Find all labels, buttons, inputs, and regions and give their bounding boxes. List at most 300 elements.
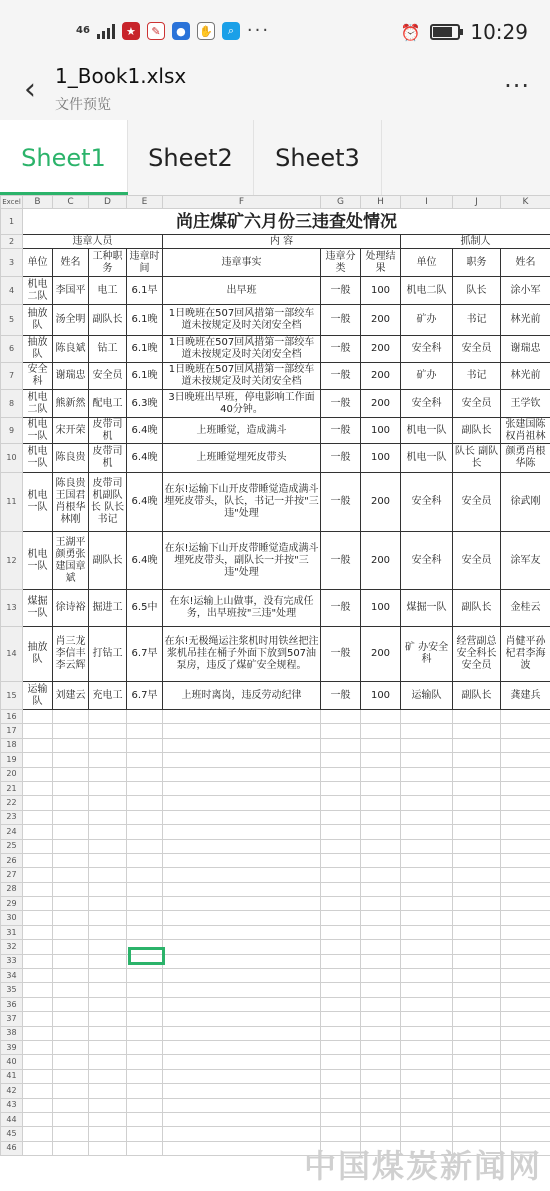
empty-cell[interactable] [89,868,127,882]
table-cell[interactable]: 安全科 [23,363,53,390]
row-header[interactable]: 14 [1,627,23,682]
empty-cell[interactable] [321,810,361,824]
header-cell[interactable]: 违章时间 [127,249,163,277]
row-header[interactable]: 40 [1,1055,23,1069]
empty-cell[interactable] [361,1084,401,1098]
table-cell[interactable]: 100 [361,682,401,710]
empty-cell[interactable] [501,897,550,911]
table-cell[interactable]: 100 [361,444,401,473]
empty-cell[interactable] [163,1055,321,1069]
row-header[interactable]: 11 [1,473,23,532]
empty-cell[interactable] [163,940,321,954]
table-cell[interactable]: 安全员 [453,390,501,418]
empty-cell[interactable] [401,997,453,1011]
empty-cell[interactable] [53,969,89,983]
empty-cell[interactable] [401,753,453,767]
empty-cell[interactable] [127,983,163,997]
table-cell[interactable]: 机电二队 [23,277,53,305]
empty-cell[interactable] [401,1069,453,1083]
empty-cell[interactable] [163,954,321,968]
empty-cell[interactable] [127,781,163,795]
empty-cell[interactable] [89,1098,127,1112]
table-cell[interactable]: 抽放队 [23,336,53,363]
empty-cell[interactable] [361,954,401,968]
table-cell[interactable]: 煤掘一队 [23,590,53,627]
table-cell[interactable]: 熊新然 [53,390,89,418]
header-cell[interactable]: 处理结果 [361,249,401,277]
empty-cell[interactable] [127,810,163,824]
empty-cell[interactable] [321,1055,361,1069]
empty-cell[interactable] [89,1127,127,1141]
empty-cell[interactable] [401,781,453,795]
row-header[interactable]: 21 [1,781,23,795]
empty-cell[interactable] [163,853,321,867]
empty-cell[interactable] [401,853,453,867]
empty-cell[interactable] [321,868,361,882]
empty-cell[interactable] [321,767,361,781]
more-options-icon[interactable]: ··· [504,72,530,100]
table-cell[interactable]: 上班睡觉埋死皮带头 [163,444,321,473]
empty-cell[interactable] [453,1069,501,1083]
empty-cell[interactable] [453,897,501,911]
empty-cell[interactable] [23,1055,53,1069]
empty-cell[interactable] [89,882,127,896]
empty-cell[interactable] [163,911,321,925]
empty-cell[interactable] [23,767,53,781]
column-header[interactable]: I [401,196,453,209]
table-cell[interactable]: 6.4晚 [127,418,163,444]
empty-cell[interactable] [163,1026,321,1040]
empty-cell[interactable] [401,710,453,724]
table-cell[interactable]: 6.1晚 [127,363,163,390]
table-cell[interactable]: 队长 副队长 [453,444,501,473]
empty-cell[interactable] [89,710,127,724]
empty-cell[interactable] [89,1112,127,1126]
column-header[interactable]: E [127,196,163,209]
table-cell[interactable]: 200 [361,363,401,390]
empty-cell[interactable] [453,810,501,824]
empty-cell[interactable] [89,853,127,867]
row-header[interactable]: 12 [1,532,23,590]
row-header[interactable]: 10 [1,444,23,473]
empty-cell[interactable] [163,1084,321,1098]
table-cell[interactable]: 宋开荣 [53,418,89,444]
column-header[interactable]: C [53,196,89,209]
empty-cell[interactable] [163,882,321,896]
empty-cell[interactable] [89,839,127,853]
empty-cell[interactable] [163,997,321,1011]
table-cell[interactable]: 矿办 [401,363,453,390]
table-cell[interactable]: 皮带司机 [89,444,127,473]
empty-cell[interactable] [361,897,401,911]
empty-cell[interactable] [453,1040,501,1054]
empty-cell[interactable] [23,1040,53,1054]
empty-cell[interactable] [321,839,361,853]
empty-cell[interactable] [401,767,453,781]
empty-cell[interactable] [453,925,501,939]
table-cell[interactable]: 机电一队 [23,473,53,532]
group-header-content[interactable]: 内 容 [163,235,401,249]
row-header[interactable]: 1 [1,209,23,235]
empty-cell[interactable] [23,738,53,752]
row-header[interactable]: 5 [1,305,23,336]
empty-cell[interactable] [501,868,550,882]
table-cell[interactable]: 200 [361,532,401,590]
empty-cell[interactable] [53,738,89,752]
table-cell[interactable]: 副队长 [453,682,501,710]
table-cell[interactable]: 机电一队 [23,532,53,590]
empty-cell[interactable] [127,868,163,882]
empty-cell[interactable] [501,753,550,767]
column-header[interactable]: D [89,196,127,209]
empty-cell[interactable] [501,1040,550,1054]
empty-cell[interactable] [89,767,127,781]
table-cell[interactable]: 队长 [453,277,501,305]
empty-cell[interactable] [127,767,163,781]
row-header[interactable]: 3 [1,249,23,277]
empty-cell[interactable] [321,796,361,810]
empty-cell[interactable] [453,911,501,925]
empty-cell[interactable] [361,1112,401,1126]
empty-cell[interactable] [127,1084,163,1098]
empty-cell[interactable] [361,724,401,738]
empty-cell[interactable] [361,853,401,867]
empty-cell[interactable] [453,969,501,983]
empty-cell[interactable] [53,810,89,824]
empty-cell[interactable] [53,781,89,795]
empty-cell[interactable] [361,911,401,925]
empty-cell[interactable] [361,925,401,939]
empty-cell[interactable] [321,925,361,939]
empty-cell[interactable] [453,753,501,767]
empty-cell[interactable] [501,724,550,738]
empty-cell[interactable] [361,753,401,767]
empty-cell[interactable] [321,1127,361,1141]
table-cell[interactable]: 1日晚班在507回风措第一部绞车道未按规定及时关闭安全档 [163,305,321,336]
empty-cell[interactable] [501,738,550,752]
empty-cell[interactable] [321,1026,361,1040]
row-header[interactable]: 42 [1,1084,23,1098]
empty-cell[interactable] [321,753,361,767]
empty-cell[interactable] [361,1012,401,1026]
empty-cell[interactable] [401,882,453,896]
empty-cell[interactable] [321,1012,361,1026]
empty-cell[interactable] [23,911,53,925]
empty-cell[interactable] [453,767,501,781]
empty-cell[interactable] [89,810,127,824]
row-header[interactable]: 33 [1,954,23,968]
empty-cell[interactable] [89,1141,127,1155]
empty-cell[interactable] [453,1026,501,1040]
empty-cell[interactable] [453,724,501,738]
empty-cell[interactable] [127,1112,163,1126]
table-cell[interactable]: 机电二队 [23,390,53,418]
empty-cell[interactable] [23,724,53,738]
table-cell[interactable]: 6.1晚 [127,305,163,336]
empty-cell[interactable] [23,940,53,954]
table-cell[interactable]: 电工 [89,277,127,305]
empty-cell[interactable] [501,767,550,781]
table-cell[interactable]: 抽放队 [23,627,53,682]
empty-cell[interactable] [89,738,127,752]
table-cell[interactable]: 林光前 [501,363,550,390]
table-cell[interactable]: 配电工 [89,390,127,418]
empty-cell[interactable] [163,810,321,824]
empty-cell[interactable] [401,1040,453,1054]
empty-cell[interactable] [361,781,401,795]
table-cell[interactable]: 安全员 [453,336,501,363]
table-cell[interactable]: 陈良斌 [53,336,89,363]
empty-cell[interactable] [163,1112,321,1126]
empty-cell[interactable] [453,1112,501,1126]
empty-cell[interactable] [501,796,550,810]
empty-cell[interactable] [501,940,550,954]
table-cell[interactable]: 一般 [321,682,361,710]
empty-cell[interactable] [127,1012,163,1026]
empty-cell[interactable] [401,1084,453,1098]
table-cell[interactable]: 书记 [453,363,501,390]
empty-cell[interactable] [89,825,127,839]
empty-cell[interactable] [321,1069,361,1083]
empty-cell[interactable] [321,724,361,738]
header-cell[interactable]: 违章分类 [321,249,361,277]
empty-cell[interactable] [453,853,501,867]
table-cell[interactable]: 王学钦 [501,390,550,418]
empty-cell[interactable] [361,868,401,882]
empty-cell[interactable] [501,1112,550,1126]
table-cell[interactable]: 抽放队 [23,305,53,336]
table-cell[interactable]: 煤掘一队 [401,590,453,627]
empty-cell[interactable] [127,997,163,1011]
table-cell[interactable]: 6.5中 [127,590,163,627]
table-cell[interactable]: 金桂云 [501,590,550,627]
row-header[interactable]: 30 [1,911,23,925]
empty-cell[interactable] [321,882,361,896]
empty-cell[interactable] [23,710,53,724]
table-cell[interactable]: 安全科 [401,473,453,532]
empty-cell[interactable] [361,940,401,954]
row-header[interactable]: 41 [1,1069,23,1083]
row-header[interactable]: 37 [1,1012,23,1026]
empty-cell[interactable] [53,983,89,997]
empty-cell[interactable] [23,1084,53,1098]
empty-cell[interactable] [53,1141,89,1155]
empty-cell[interactable] [23,997,53,1011]
empty-cell[interactable] [127,710,163,724]
empty-cell[interactable] [401,911,453,925]
column-header[interactable]: F [163,196,321,209]
table-cell[interactable]: 副队长 [89,305,127,336]
row-header[interactable]: 44 [1,1112,23,1126]
table-cell[interactable]: 200 [361,390,401,418]
table-cell[interactable]: 徐武刚 [501,473,550,532]
sheet-title[interactable]: 尚庄煤矿六月份三违查处情况 [23,209,550,235]
table-cell[interactable]: 一般 [321,627,361,682]
tab-sheet1[interactable]: Sheet1 [0,120,128,195]
table-cell[interactable]: 机电一队 [23,444,53,473]
empty-cell[interactable] [53,882,89,896]
empty-cell[interactable] [127,1026,163,1040]
table-cell[interactable]: 机电二队 [401,277,453,305]
empty-cell[interactable] [361,1127,401,1141]
empty-cell[interactable] [453,997,501,1011]
empty-cell[interactable] [53,1084,89,1098]
empty-cell[interactable] [401,1055,453,1069]
table-cell[interactable]: 书记 [453,305,501,336]
row-header[interactable]: 26 [1,853,23,867]
empty-cell[interactable] [453,796,501,810]
empty-cell[interactable] [127,925,163,939]
empty-cell[interactable] [89,911,127,925]
empty-cell[interactable] [501,969,550,983]
header-cell[interactable]: 单位 [401,249,453,277]
table-cell[interactable]: 钻工 [89,336,127,363]
row-header[interactable]: 20 [1,767,23,781]
table-cell[interactable]: 100 [361,277,401,305]
table-cell[interactable]: 汤全明 [53,305,89,336]
empty-cell[interactable] [23,1026,53,1040]
table-cell[interactable]: 经营副总安全科长安全员 [453,627,501,682]
empty-cell[interactable] [401,1127,453,1141]
table-cell[interactable]: 一般 [321,590,361,627]
empty-cell[interactable] [163,839,321,853]
empty-cell[interactable] [401,969,453,983]
empty-cell[interactable] [127,753,163,767]
empty-cell[interactable] [23,753,53,767]
empty-cell[interactable] [361,710,401,724]
table-cell[interactable]: 6.4晚 [127,473,163,532]
table-cell[interactable]: 谢瑞忠 [501,336,550,363]
empty-cell[interactable] [53,1040,89,1054]
empty-cell[interactable] [361,1069,401,1083]
empty-cell[interactable] [501,911,550,925]
empty-cell[interactable] [163,1098,321,1112]
row-header[interactable]: 6 [1,336,23,363]
empty-cell[interactable] [321,738,361,752]
empty-cell[interactable] [23,810,53,824]
empty-cell[interactable] [163,1012,321,1026]
table-cell[interactable]: 在东!运输上山做事，没有完成任务，出早班按"三违"处理 [163,590,321,627]
table-cell[interactable]: 涂小军 [501,277,550,305]
empty-cell[interactable] [53,1098,89,1112]
row-header[interactable]: 36 [1,997,23,1011]
empty-cell[interactable] [401,825,453,839]
empty-cell[interactable] [127,724,163,738]
empty-cell[interactable] [127,1098,163,1112]
row-header[interactable]: 16 [1,710,23,724]
empty-cell[interactable] [23,839,53,853]
empty-cell[interactable] [361,738,401,752]
table-cell[interactable]: 100 [361,418,401,444]
table-cell[interactable]: 安全科 [401,390,453,418]
empty-cell[interactable] [89,925,127,939]
table-cell[interactable]: 刘建云 [53,682,89,710]
table-cell[interactable]: 6.7早 [127,627,163,682]
table-cell[interactable]: 安全科 [401,532,453,590]
empty-cell[interactable] [163,825,321,839]
row-header[interactable]: 2 [1,235,23,249]
empty-cell[interactable] [501,1069,550,1083]
table-cell[interactable]: 一般 [321,444,361,473]
empty-cell[interactable] [127,738,163,752]
table-cell[interactable]: 陈良贵 [53,444,89,473]
empty-cell[interactable] [453,882,501,896]
empty-cell[interactable] [89,997,127,1011]
empty-cell[interactable] [89,1055,127,1069]
empty-cell[interactable] [53,897,89,911]
table-cell[interactable]: 掘进工 [89,590,127,627]
table-cell[interactable]: 6.7早 [127,682,163,710]
empty-cell[interactable] [53,1127,89,1141]
empty-cell[interactable] [53,767,89,781]
empty-cell[interactable] [89,940,127,954]
row-header[interactable]: 31 [1,925,23,939]
empty-cell[interactable] [401,897,453,911]
empty-cell[interactable] [401,1026,453,1040]
empty-cell[interactable] [163,753,321,767]
empty-cell[interactable] [163,767,321,781]
empty-cell[interactable] [501,997,550,1011]
table-cell[interactable]: 肖健平孙杞君李海波 [501,627,550,682]
empty-cell[interactable] [361,997,401,1011]
empty-cell[interactable] [127,1069,163,1083]
empty-cell[interactable] [453,1012,501,1026]
table-cell[interactable]: 肖三龙李信丰李云辉 [53,627,89,682]
empty-cell[interactable] [501,983,550,997]
empty-cell[interactable] [321,969,361,983]
table-cell[interactable]: 6.1晚 [127,336,163,363]
empty-cell[interactable] [89,781,127,795]
empty-cell[interactable] [401,1098,453,1112]
empty-cell[interactable] [163,983,321,997]
empty-cell[interactable] [501,810,550,824]
table-cell[interactable]: 副队长 [453,418,501,444]
table-cell[interactable]: 副队长 [453,590,501,627]
tab-sheet2[interactable]: Sheet2 [128,120,254,195]
empty-cell[interactable] [501,825,550,839]
empty-cell[interactable] [501,1055,550,1069]
empty-cell[interactable] [361,1040,401,1054]
empty-cell[interactable] [401,796,453,810]
empty-cell[interactable] [89,796,127,810]
table-cell[interactable]: 1日晚班在507回风措第一部绞车道未按规定及时关闭安全档 [163,363,321,390]
empty-cell[interactable] [361,983,401,997]
column-header[interactable]: G [321,196,361,209]
row-header[interactable]: 13 [1,590,23,627]
table-cell[interactable]: 张建国陈权肖祖林 [501,418,550,444]
empty-cell[interactable] [163,1069,321,1083]
empty-cell[interactable] [89,1026,127,1040]
row-header[interactable]: 7 [1,363,23,390]
empty-cell[interactable] [163,1141,321,1155]
table-cell[interactable]: 打钻工 [89,627,127,682]
empty-cell[interactable] [501,710,550,724]
empty-cell[interactable] [23,781,53,795]
empty-cell[interactable] [23,969,53,983]
empty-cell[interactable] [89,897,127,911]
table-cell[interactable]: 矿 办安全科 [401,627,453,682]
empty-cell[interactable] [453,839,501,853]
empty-cell[interactable] [127,796,163,810]
row-header[interactable]: 25 [1,839,23,853]
empty-cell[interactable] [401,810,453,824]
column-header[interactable]: J [453,196,501,209]
empty-cell[interactable] [53,1055,89,1069]
row-header[interactable]: 46 [1,1141,23,1155]
empty-cell[interactable] [53,853,89,867]
table-cell[interactable]: 200 [361,305,401,336]
empty-cell[interactable] [53,940,89,954]
